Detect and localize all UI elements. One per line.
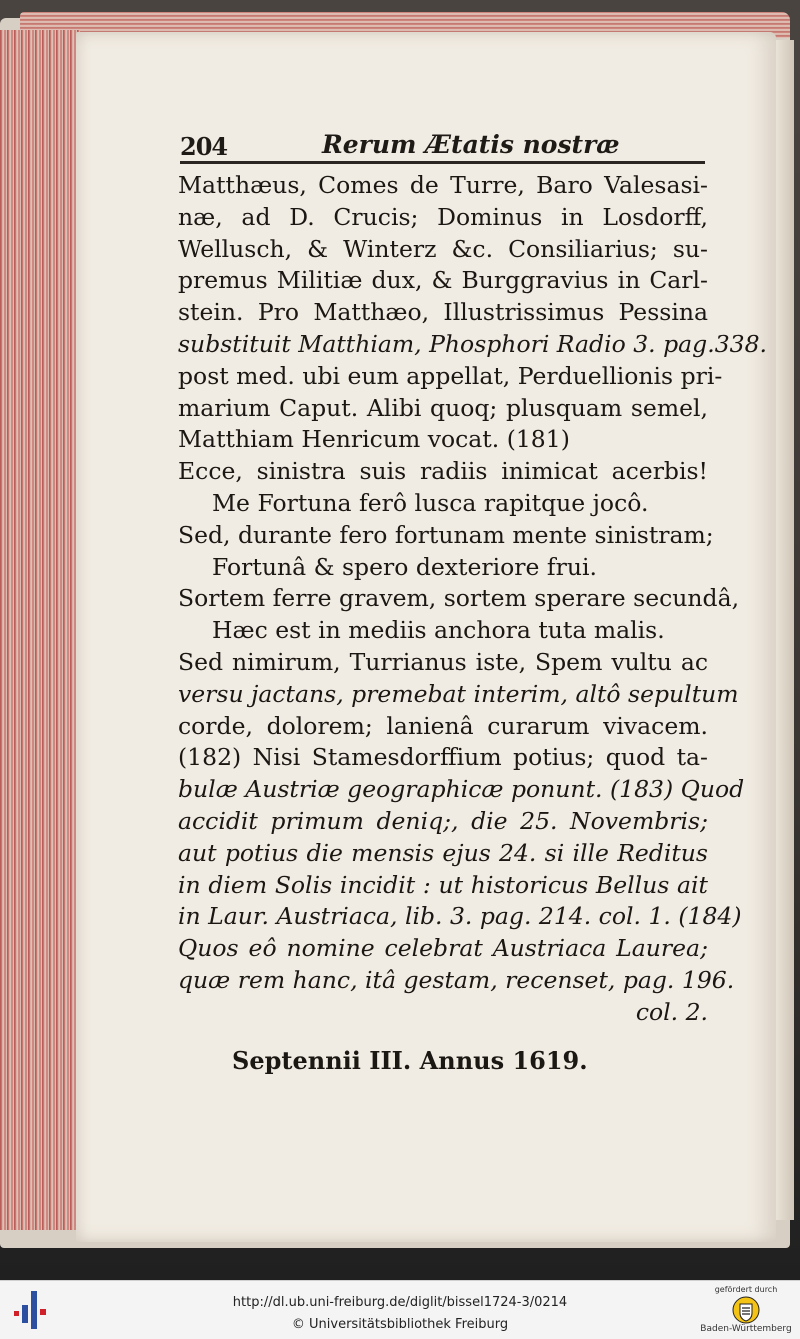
footnote-line: (182) Nisi Stamesdorffium potius; quod ta- — [178, 743, 708, 772]
facing-page-edge — [776, 40, 794, 1220]
footnote-line: Quos eô nomine celebrat Austriaca Laurea; — [178, 934, 708, 963]
verse-line: Sed, durante fero fortunam mente sinistram; — [178, 520, 714, 549]
body-text — [178, 170, 768, 1029]
funding-name: Baden-Württemberg — [700, 1324, 792, 1334]
verse-line: Sortem ferre gravem, sortem sperare secundâ, — [178, 584, 740, 613]
text-line: Sed nimirum, Turrianus iste, Spem vultu ac — [178, 647, 708, 676]
text-line: Matthæus, Comes de Turre, Baro Valesasi- — [178, 171, 708, 199]
text-line: Wellusch, & Winterz &c. Consiliarius; su- — [178, 234, 708, 263]
footnote-line: in diem Solis incidit : ut historicus Bellus ait — [178, 870, 708, 899]
footnote-line: in Laur. Austriaca, lib. 3. pag. 214. col. 1. (184) — [178, 902, 742, 931]
catchline: Septennii III. Annus 1619. — [232, 1046, 588, 1075]
text-line: substituit Matthiam, Phosphori Radio 3. pag.338. — [178, 329, 768, 358]
viewer-footer — [0, 1280, 800, 1339]
running-title: Rerum Ætatis nostræ — [322, 130, 620, 159]
permalink-url[interactable]: http://dl.ub.uni-freiburg.de/diglit/bissel1724-3/0214 — [232, 1295, 568, 1310]
page-side-edges — [0, 30, 80, 1230]
footnote-line: bulæ Austriæ geographicæ ponunt. (183) Quod — [178, 775, 745, 804]
page-header — [180, 128, 705, 164]
text-line: premus Militiæ dux, & Burggravius in Carl- — [178, 266, 708, 295]
footnote-line: quæ rem hanc, itâ gestam, recenset, pag. 196. — [178, 965, 735, 994]
text-line: versu jactans, premebat interim, altô sepultum — [178, 679, 739, 708]
text-line: næ, ad D. Crucis; Dominus in Losdorff, — [178, 202, 708, 231]
funding-badge — [698, 1285, 794, 1334]
footnote-line: accidit primum deniq;, die 25. Novembris; — [178, 806, 708, 835]
footnote-line: aut potius die mensis ejus 24. si ille Reditus — [178, 838, 708, 867]
verse-line: Ecce, sinistra suis radiis inimicat acerbis! — [178, 457, 708, 486]
verse-line: Hæc est in mediis anchora tuta malis. — [212, 616, 665, 645]
text-line: Matthiam Henricum vocat. (181) — [178, 425, 570, 454]
state-crest-icon — [732, 1296, 760, 1324]
header-rule — [180, 161, 705, 164]
text-line: corde, dolorem; lanienâ curarum vivacem. — [178, 711, 708, 740]
verse-line: Me Fortuna ferô lusca rapitque jocô. — [212, 488, 649, 517]
text-line: marium Caput. Alibi quoq; plusquam semel, — [178, 393, 708, 422]
copyright-notice: © Universitätsbibliothek Freiburg — [291, 1317, 509, 1332]
verse-line: Fortunâ & spero dexteriore frui. — [212, 552, 597, 581]
page-number: 204 — [180, 132, 228, 161]
funding-label: gefördert durch — [714, 1285, 778, 1294]
text-line: post med. ubi eum appellat, Perduellionis pri- — [178, 361, 723, 390]
footnote-line: col. 2. — [635, 997, 708, 1026]
text-line: stein. Pro Matthæo, Illustrissimus Pessina — [178, 298, 708, 327]
